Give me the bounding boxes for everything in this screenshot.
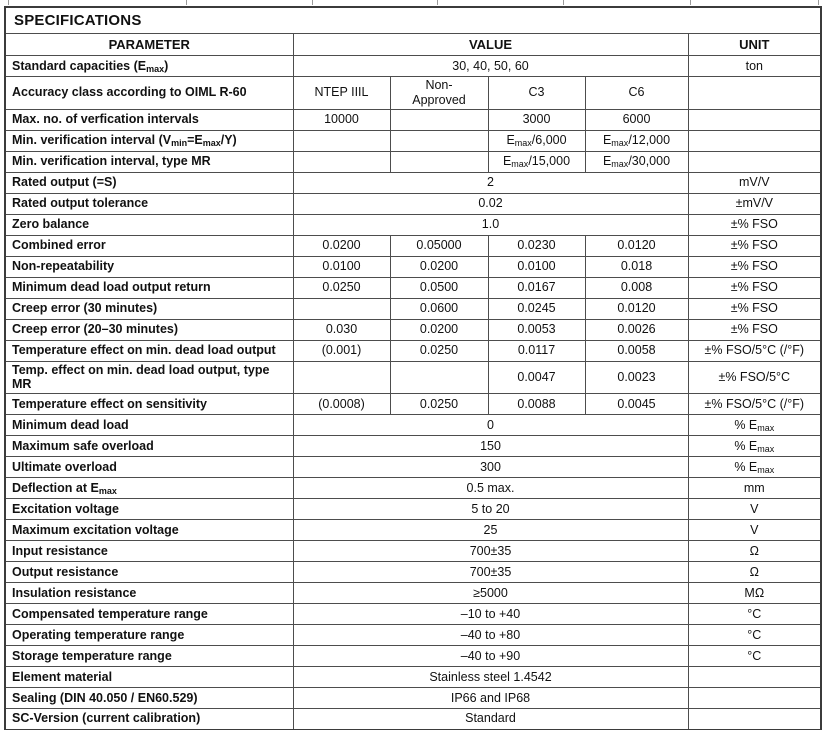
value-cell: 0.0088 <box>488 394 585 415</box>
unit-cell: MΩ <box>688 583 821 604</box>
value-cell <box>390 130 488 151</box>
value-cell: 3000 <box>488 109 585 130</box>
parameter-cell: Excitation voltage <box>5 499 293 520</box>
parameter-cell: SC-Version (current calibration) <box>5 709 293 730</box>
unit-cell: ±% FSO <box>688 214 821 235</box>
value-cell: 0.0100 <box>293 256 390 277</box>
parameter-cell: Minimum dead load <box>5 415 293 436</box>
value-cell: 2 <box>293 172 688 193</box>
value-cell: 0.0200 <box>390 256 488 277</box>
parameter-cell: Compensated temperature range <box>5 604 293 625</box>
value-cell: 0.0117 <box>488 340 585 361</box>
unit-cell: V <box>688 499 821 520</box>
value-cell: 700±35 <box>293 562 688 583</box>
table-row <box>5 415 821 436</box>
table-row <box>5 277 821 298</box>
table-row <box>5 109 821 130</box>
table-row <box>5 214 821 235</box>
value-cell: 0 <box>293 415 688 436</box>
value-cell <box>390 361 488 394</box>
unit-cell <box>688 688 821 709</box>
unit-cell <box>688 709 821 730</box>
parameter-cell: Accuracy class according to OIML R-60 <box>5 77 293 110</box>
unit-cell <box>688 151 821 172</box>
value-cell: 0.02 <box>293 193 688 214</box>
unit-cell: % $E_{max}$ <box>688 436 821 457</box>
value-cell: 150 <box>293 436 688 457</box>
table-row <box>5 319 821 340</box>
specifications-table <box>4 6 822 730</box>
value-cell: 0.0023 <box>585 361 688 394</box>
unit-cell: ±% FSO/5°C (/°F) <box>688 394 821 415</box>
table-row <box>5 361 821 394</box>
unit-cell: °C <box>688 625 821 646</box>
cropped-table-edge-tick <box>8 0 9 5</box>
value-cell: 0.018 <box>585 256 688 277</box>
value-cell: 0.0167 <box>488 277 585 298</box>
table-row <box>5 646 821 667</box>
unit-cell: ±% FSO <box>688 298 821 319</box>
table-row <box>5 499 821 520</box>
value-cell: 0.0200 <box>390 319 488 340</box>
value-cell: (0.001) <box>293 340 390 361</box>
cropped-table-edge-tick <box>818 0 819 5</box>
value-cell: 30, 40, 50, 60 <box>293 56 688 77</box>
table-row <box>5 562 821 583</box>
unit-cell <box>688 667 821 688</box>
parameter-cell: Min. verification interval, type MR <box>5 151 293 172</box>
table-row <box>5 193 821 214</box>
cropped-table-edge-tick <box>186 0 187 5</box>
table-row <box>5 541 821 562</box>
parameter-cell: Min. verification interval $(V_{min}=E_{max}/Y)$ <box>5 130 293 151</box>
table-row <box>5 298 821 319</box>
unit-cell: mV/V <box>688 172 821 193</box>
value-cell: 300 <box>293 457 688 478</box>
value-cell: $E_{max}/6,000$ <box>488 130 585 151</box>
value-cell: 0.0053 <box>488 319 585 340</box>
value-cell: 700±35 <box>293 541 688 562</box>
table-header-row <box>5 34 821 56</box>
cropped-table-edge-tick <box>312 0 313 5</box>
value-cell: 6000 <box>585 109 688 130</box>
value-cell: C3 <box>488 77 585 110</box>
value-cell: 0.030 <box>293 319 390 340</box>
cropped-table-edge-tick <box>690 0 691 5</box>
parameter-cell: Temp. effect on min. dead load output, type MR <box>5 361 293 394</box>
value-cell: 0.0500 <box>390 277 488 298</box>
value-cell: $E_{max}/30,000$ <box>585 151 688 172</box>
table-row <box>5 478 821 499</box>
value-cell: Non- Approved <box>390 77 488 110</box>
unit-cell <box>688 77 821 110</box>
parameter-cell: Non-repeatability <box>5 256 293 277</box>
unit-cell: ±% FSO <box>688 319 821 340</box>
unit-cell: ±% FSO <box>688 277 821 298</box>
value-cell: 1.0 <box>293 214 688 235</box>
table-row <box>5 340 821 361</box>
parameter-cell: Storage temperature range <box>5 646 293 667</box>
cropped-table-edge-tick <box>437 0 438 5</box>
table-row <box>5 235 821 256</box>
value-cell: C6 <box>585 77 688 110</box>
parameter-cell: Minimum dead load output return <box>5 277 293 298</box>
value-cell: 0.0026 <box>585 319 688 340</box>
parameter-cell: Maximum excitation voltage <box>5 520 293 541</box>
value-cell: $E_{max}/12,000$ <box>585 130 688 151</box>
parameter-cell: Input resistance <box>5 541 293 562</box>
unit-cell: % $E_{max}$ <box>688 457 821 478</box>
unit-cell: °C <box>688 604 821 625</box>
parameter-cell: Operating temperature range <box>5 625 293 646</box>
value-cell: ≥5000 <box>293 583 688 604</box>
value-cell: 0.008 <box>585 277 688 298</box>
unit-cell: ±% FSO/5°C (/°F) <box>688 340 821 361</box>
value-cell: 0.0058 <box>585 340 688 361</box>
parameter-cell: Temperature effect on min. dead load output <box>5 340 293 361</box>
table-row <box>5 130 821 151</box>
value-cell: NTEP IIIL <box>293 77 390 110</box>
parameter-cell: Deflection at $E_{max}$ <box>5 478 293 499</box>
unit-cell: % $E_{max}$ <box>688 415 821 436</box>
value-cell: 10000 <box>293 109 390 130</box>
table-row <box>5 256 821 277</box>
unit-cell: ±% FSO <box>688 235 821 256</box>
unit-cell: ±% FSO <box>688 256 821 277</box>
value-cell: 0.0250 <box>390 394 488 415</box>
cropped-table-edge-tick <box>563 0 564 5</box>
value-cell <box>390 109 488 130</box>
value-cell: (0.0008) <box>293 394 390 415</box>
value-cell: 0.0047 <box>488 361 585 394</box>
value-cell: –40 to +80 <box>293 625 688 646</box>
value-cell: 0.0250 <box>293 277 390 298</box>
value-cell: 5 to 20 <box>293 499 688 520</box>
column-header-value: VALUE <box>293 34 688 56</box>
value-cell: $E_{max}/15,000$ <box>488 151 585 172</box>
table-row <box>5 520 821 541</box>
value-cell <box>293 130 390 151</box>
unit-cell: ±mV/V <box>688 193 821 214</box>
value-cell: –40 to +90 <box>293 646 688 667</box>
value-cell: 0.05000 <box>390 235 488 256</box>
column-header-unit: UNIT <box>688 34 821 56</box>
table-row <box>5 172 821 193</box>
table-row <box>5 56 821 77</box>
table-row <box>5 688 821 709</box>
parameter-cell: Max. no. of verfication intervals <box>5 109 293 130</box>
value-cell: –10 to +40 <box>293 604 688 625</box>
parameter-cell: Rated output tolerance <box>5 193 293 214</box>
parameter-cell: Element material <box>5 667 293 688</box>
unit-cell <box>688 130 821 151</box>
value-cell: 0.0230 <box>488 235 585 256</box>
table-row <box>5 436 821 457</box>
value-cell: Stainless steel 1.4542 <box>293 667 688 688</box>
value-cell: 0.0120 <box>585 235 688 256</box>
table-row <box>5 709 821 730</box>
parameter-cell: Maximum safe overload <box>5 436 293 457</box>
unit-cell: mm <box>688 478 821 499</box>
parameter-cell: Creep error (20–30 minutes) <box>5 319 293 340</box>
value-cell: 0.0200 <box>293 235 390 256</box>
parameter-cell: Insulation resistance <box>5 583 293 604</box>
unit-cell: ton <box>688 56 821 77</box>
value-cell: 0.0250 <box>390 340 488 361</box>
table-row <box>5 604 821 625</box>
value-cell <box>390 151 488 172</box>
value-cell: IP66 and IP68 <box>293 688 688 709</box>
table-row <box>5 151 821 172</box>
value-cell <box>293 361 390 394</box>
parameter-cell: Rated output (=S) <box>5 172 293 193</box>
parameter-cell: Output resistance <box>5 562 293 583</box>
table-row <box>5 625 821 646</box>
unit-cell: Ω <box>688 562 821 583</box>
parameter-cell: Zero balance <box>5 214 293 235</box>
unit-cell: °C <box>688 646 821 667</box>
unit-cell: ±% FSO/5°C <box>688 361 821 394</box>
parameter-cell: Sealing (DIN 40.050 / EN60.529) <box>5 688 293 709</box>
table-title: SPECIFICATIONS <box>5 7 821 34</box>
value-cell: 0.0600 <box>390 298 488 319</box>
parameter-cell: Combined error <box>5 235 293 256</box>
parameter-cell: Temperature effect on sensitivity <box>5 394 293 415</box>
table-row <box>5 394 821 415</box>
table-row <box>5 457 821 478</box>
value-cell: 0.0245 <box>488 298 585 319</box>
table-row <box>5 667 821 688</box>
table-body <box>5 56 821 730</box>
table-row <box>5 583 821 604</box>
value-cell: 0.0045 <box>585 394 688 415</box>
unit-cell: V <box>688 520 821 541</box>
value-cell: 25 <box>293 520 688 541</box>
unit-cell <box>688 109 821 130</box>
parameter-cell: Standard capacities $(E_{max})$ <box>5 56 293 77</box>
value-cell <box>293 298 390 319</box>
value-cell: 0.5 max. <box>293 478 688 499</box>
table-row <box>5 77 821 110</box>
value-cell: Standard <box>293 709 688 730</box>
table-title-row <box>5 7 821 34</box>
column-header-parameter: PARAMETER <box>5 34 293 56</box>
parameter-cell: Ultimate overload <box>5 457 293 478</box>
value-cell <box>293 151 390 172</box>
value-cell: 0.0100 <box>488 256 585 277</box>
parameter-cell: Creep error (30 minutes) <box>5 298 293 319</box>
unit-cell: Ω <box>688 541 821 562</box>
value-cell: 0.0120 <box>585 298 688 319</box>
